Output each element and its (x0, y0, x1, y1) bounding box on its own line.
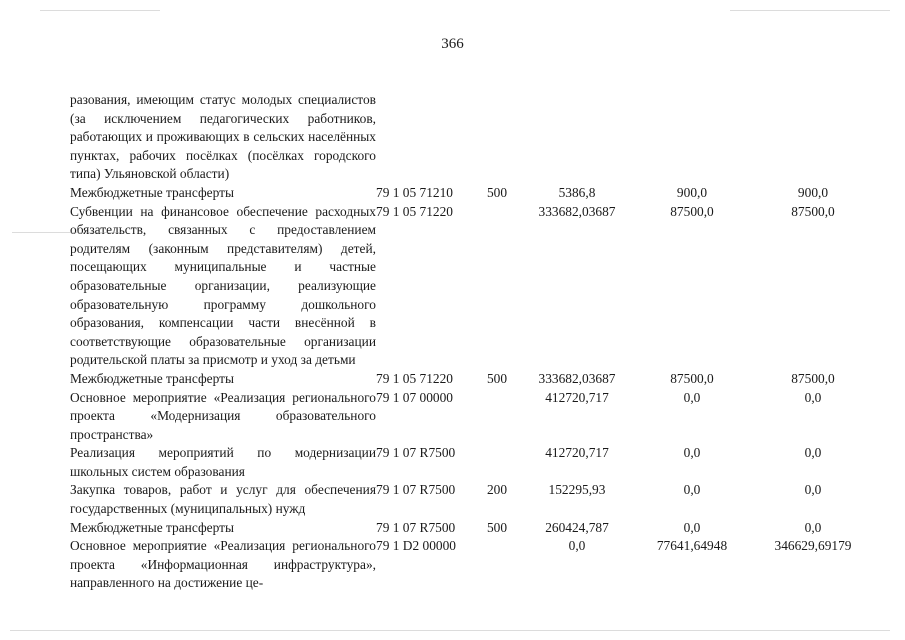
page-number: 366 (441, 36, 464, 52)
row-name: Субвенции на финансовое обеспечение расходных обязательств, связанных с предоставлением родителям (законным представителям) детей, посещающих муниципальные и частные образовательные организации, реализующие образовательную программу дошкольного образования, компенсации части внесённой в соответствующие образовательные организации родительской платы за присмотр и уход за детьми (70, 203, 376, 368)
row-vr: 500 (486, 184, 508, 200)
table-row (70, 203, 878, 370)
row-name: Межбюджетные трансферты (70, 370, 234, 386)
row-vr: 500 (486, 370, 508, 386)
table-row (70, 537, 878, 593)
row-code: 79 1 07 R7500 (376, 445, 456, 461)
row-value-3: 346629,69179 (774, 538, 852, 554)
row-value-2 (636, 91, 748, 184)
row-name: Закупка товаров, работ и услуг для обеспечения государственных (муниципальных) нужд (70, 482, 376, 517)
row-value-2: 87500,0 (670, 370, 714, 386)
row-value-1: 412720,717 (545, 389, 609, 405)
row-code: 79 1 07 R7500 (376, 519, 456, 535)
row-value-1: 333682,03687 (538, 203, 616, 219)
row-code: 79 1 07 R7500 (376, 482, 456, 498)
row-value-3: 0,0 (804, 389, 822, 405)
scan-artifact-bottom (10, 630, 890, 631)
row-value-3: 0,0 (804, 445, 822, 461)
row-vr (476, 389, 518, 445)
row-value-1: 260424,787 (545, 519, 609, 535)
row-name: разования, имеющим статус молодых специалистов (за исключением педагогических работников, работающих и проживающих в сельских населённых пунктах, рабочих посёлках (посёлках городского типа) Ульяновской области) (70, 92, 376, 182)
scan-artifact-top-right (730, 10, 890, 11)
row-name: Межбюджетные трансферты (70, 519, 234, 535)
table-row (70, 370, 878, 389)
row-value-1: 0,0 (568, 538, 586, 554)
row-value-2: 77641,64948 (656, 538, 728, 554)
row-value-1: 412720,717 (545, 445, 609, 461)
table-row (70, 444, 878, 481)
budget-table (70, 91, 878, 593)
row-code: 79 1 D2 00000 (376, 538, 456, 554)
row-value-1: 333682,03687 (538, 370, 616, 386)
row-value-3 (748, 91, 878, 184)
row-vr (476, 537, 518, 593)
row-value-3: 87500,0 (791, 370, 835, 386)
row-value-3: 87500,0 (791, 203, 835, 219)
table-row (70, 389, 878, 445)
row-value-3: 0,0 (804, 519, 822, 535)
row-value-2: 900,0 (676, 184, 708, 200)
row-value-1 (518, 91, 636, 184)
row-value-2: 0,0 (683, 519, 701, 535)
row-code (376, 91, 476, 184)
table-row (70, 91, 878, 184)
row-value-3: 0,0 (804, 482, 822, 498)
table-row (70, 481, 878, 518)
row-name: Основное мероприятие «Реализация регионального проекта «Модернизация образовательного пространства» (70, 389, 376, 442)
row-code: 79 1 05 71220 (376, 370, 453, 386)
row-name: Реализация мероприятий по модернизации школьных систем образования (70, 445, 376, 479)
row-vr (476, 203, 518, 370)
row-value-1: 152295,93 (548, 482, 606, 498)
table-row (70, 519, 878, 538)
row-vr: 200 (486, 482, 508, 498)
row-vr (476, 91, 518, 184)
table-row (70, 184, 878, 203)
row-code: 79 1 07 00000 (376, 389, 453, 405)
row-vr: 500 (486, 519, 508, 535)
row-value-2: 87500,0 (670, 203, 714, 219)
scan-artifact-top (40, 10, 160, 11)
row-value-3: 900,0 (797, 184, 829, 200)
row-value-2: 0,0 (683, 389, 701, 405)
row-value-1: 5386,8 (558, 184, 596, 200)
row-value-2: 0,0 (683, 482, 701, 498)
row-code: 79 1 05 71210 (376, 184, 453, 200)
row-value-2: 0,0 (683, 445, 701, 461)
row-name: Межбюджетные трансферты (70, 184, 234, 200)
scan-artifact-left (12, 232, 122, 233)
row-code: 79 1 05 71220 (376, 203, 453, 219)
row-vr (476, 444, 518, 481)
row-name: Основное мероприятие «Реализация регионального проекта «Информационная инфраструктура», направленного на достижение це- (70, 538, 376, 591)
